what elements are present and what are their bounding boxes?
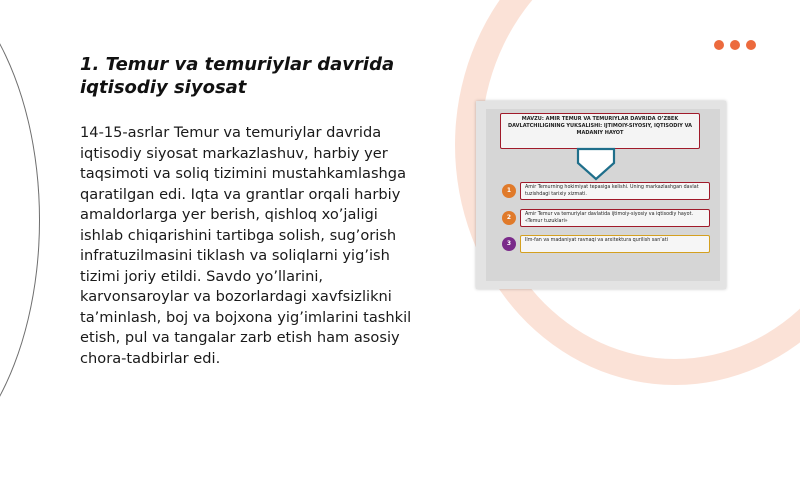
embedded-list-text: Amir Temurning hokimiyat tepasiga kelishi. Uning markazlashgan davlat tuzishdagi tarixiy xizmati.: [520, 182, 710, 200]
dot-icon: [730, 40, 740, 50]
embedded-slide-image: [476, 101, 726, 289]
embedded-slide-header: MAVZU: AMIR TEMUR VA TEMURIYLAR DAVRIDA O’ZBEK DAVLATCHILIGINING YUKSALISHI: IJTIMOIY-SIYOSIY, IQTISODIY VA MADANIY HAYOT: [500, 113, 700, 149]
dot-icon: [746, 40, 756, 50]
number-badge: 3: [502, 237, 516, 251]
embedded-list-text: Amir Temur va temuriylar davlatida ijtimoiy-siyosiy va iqtisodiy hayot. «Temur tuzuklari»: [520, 209, 710, 227]
slide-body-text: 14-15-asrlar Temur va temuriylar davrida iqtisodiy siyosat markazlashuv, harbiy yer taqsimoti va soliq tizimini mustahkamlashga qaratilgan edi. Iqta va grantlar orqali harbiy amaldorlarga yer berish, qishloq xo’jaligi ishlab chiqarishini tartibga solish, sug’orish infratuzilmasini tiklash va soliqlarni yig’ish tizimi joriy etildi. Savdo yo’llarini, karvonsaroylar va bozorlardagi xavfsizlikni ta’minlash, boj va bojxona yig’imlarini tashkil etish, pul va tangalar zarb etish ham asosiy chora-tadbirlar edi.: [80, 124, 412, 367]
embedded-list-item: [502, 182, 716, 202]
embedded-slide-inner: [486, 109, 720, 281]
number-badge: 2: [502, 211, 516, 225]
chevron-down-icon: [574, 147, 618, 183]
embedded-list-text: Ilm-fan va madaniyat ravnaqi va arxitektura qurilish san’ati: [520, 235, 710, 253]
dot-icon: [714, 40, 724, 50]
number-badge: 1: [502, 184, 516, 198]
embedded-list-item: [502, 235, 716, 255]
embedded-list-item: [502, 209, 716, 229]
decorative-dots: [714, 40, 756, 50]
decorative-arc-left: [0, 0, 40, 480]
slide-title: 1. Temur va temuriylar davrida iqtisodiy siyosat: [80, 54, 395, 98]
